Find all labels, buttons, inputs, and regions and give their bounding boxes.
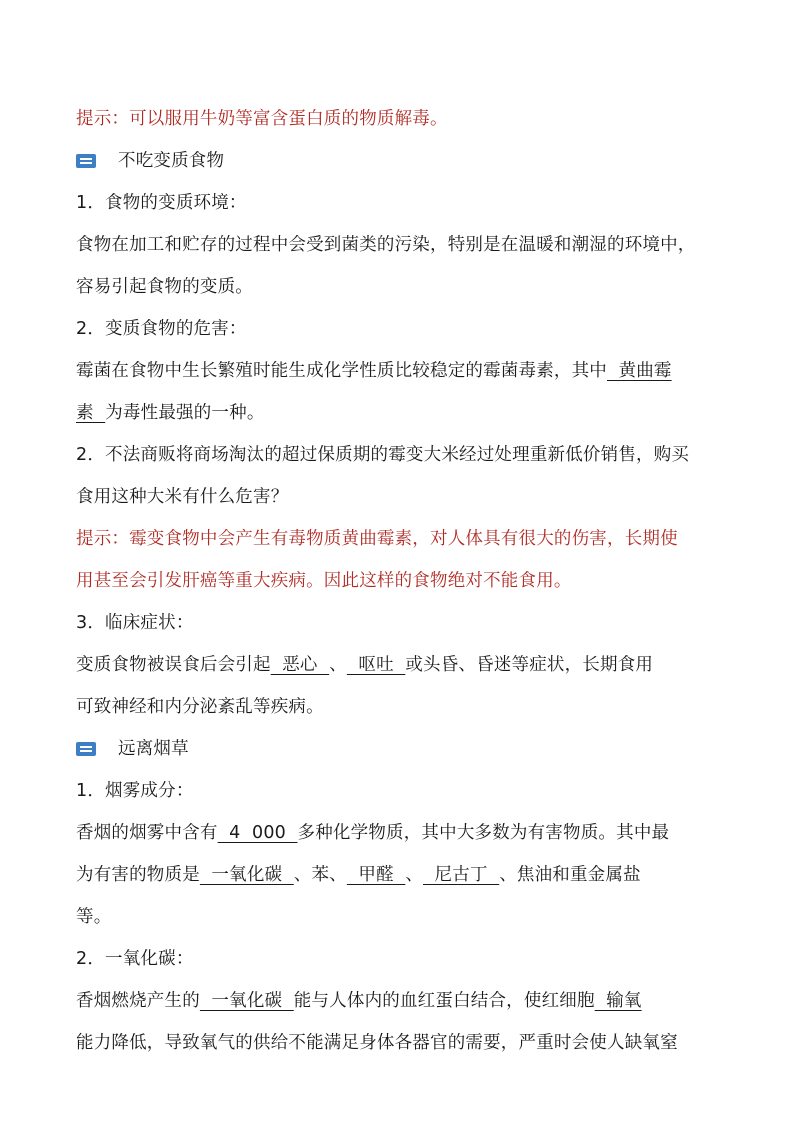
section-heading-text: 不吃变质食物	[118, 151, 225, 171]
text-span: 或头昏、昏迷等症状，长期食用	[405, 655, 654, 675]
paragraph-line: 可致神经和内分泌紊乱等疾病。	[76, 697, 324, 717]
paragraph-line: 容易引起食物的变质。	[76, 277, 253, 297]
question-line: 食用这种大米有什么危害？	[76, 487, 289, 507]
subheading: 1．烟雾成分：	[76, 781, 194, 801]
subheading: 3．临床症状：	[76, 613, 194, 633]
fill-blank: 尼古丁	[423, 865, 500, 885]
paragraph-line: 等。	[76, 907, 112, 927]
fill-blank: 一氧化碳	[199, 991, 294, 1011]
fill-blank: 4 000	[217, 823, 298, 843]
paragraph-line	[76, 980, 726, 1022]
text-span: 、	[405, 865, 424, 885]
paragraph-line: 能力降低，导致氧气的供给不能满足身体各器官的需要，严重时会使人缺氧窒	[76, 1033, 678, 1053]
hint-line: 用甚至会引发肝癌等重大疾病。因此这样的食物绝对不能食用。	[76, 571, 572, 591]
text-span: 香烟燃烧产生的	[76, 991, 200, 1011]
section-heading-text: 远离烟草	[118, 739, 189, 759]
paragraph-line	[76, 350, 726, 392]
list-icon	[76, 154, 96, 168]
paragraph-line	[76, 392, 726, 434]
text-span: 霉菌在食物中生长繁殖时能生成化学性质比较稳定的霉菌毒素，其中	[76, 361, 607, 381]
paragraph-line: 食物在加工和贮存的过程中会受到菌类的污染，特别是在温暖和潮湿的环境中，	[76, 235, 696, 255]
text-span: 为毒性最强的一种。	[105, 403, 265, 423]
section-heading-stay-away-tobacco	[76, 728, 726, 770]
fill-blank: 呕吐	[346, 655, 406, 675]
text-span: 、苯、	[293, 865, 347, 885]
fill-blank: 恶心	[270, 655, 330, 675]
text-span: 、	[329, 655, 347, 675]
hint-line: 提示：可以服用牛奶等富含蛋白质的物质解毒。	[76, 109, 448, 129]
text-span: 多种化学物质，其中大多数为有害物质。其中最	[297, 823, 670, 843]
text-span: 变质食物被误食后会引起	[76, 655, 271, 675]
paragraph-line	[76, 854, 726, 896]
text-span: 、焦油和重金属盐	[499, 865, 641, 885]
fill-blank: 一氧化碳	[199, 865, 294, 885]
fill-blank: 素	[76, 403, 106, 423]
text-span: 能与人体内的血红蛋白结合，使红细胞	[293, 991, 595, 1011]
question-line: 2．不法商贩将商场淘汰的超过保质期的霉变大米经过处理重新低价销售，购买	[76, 445, 690, 465]
fill-blank: 输氧	[594, 991, 642, 1011]
paragraph-line	[76, 812, 726, 854]
subheading: 2．一氧化碳：	[76, 949, 194, 969]
document-body	[76, 98, 726, 1064]
text-span: 香烟的烟雾中含有	[76, 823, 218, 843]
section-heading-no-spoiled-food	[76, 140, 726, 182]
fill-blank: 黄曲霉	[607, 361, 672, 381]
subheading: 2．变质食物的危害：	[76, 319, 247, 339]
paragraph-line	[76, 644, 726, 686]
list-icon	[76, 742, 96, 756]
text-span: 为有害的物质是	[76, 865, 200, 885]
fill-blank: 甲醛	[346, 865, 406, 885]
hint-line: 提示：霉变食物中会产生有毒物质黄曲霉素，对人体具有很大的伤害，长期使	[76, 529, 678, 549]
subheading: 1．食物的变质环境：	[76, 193, 247, 213]
